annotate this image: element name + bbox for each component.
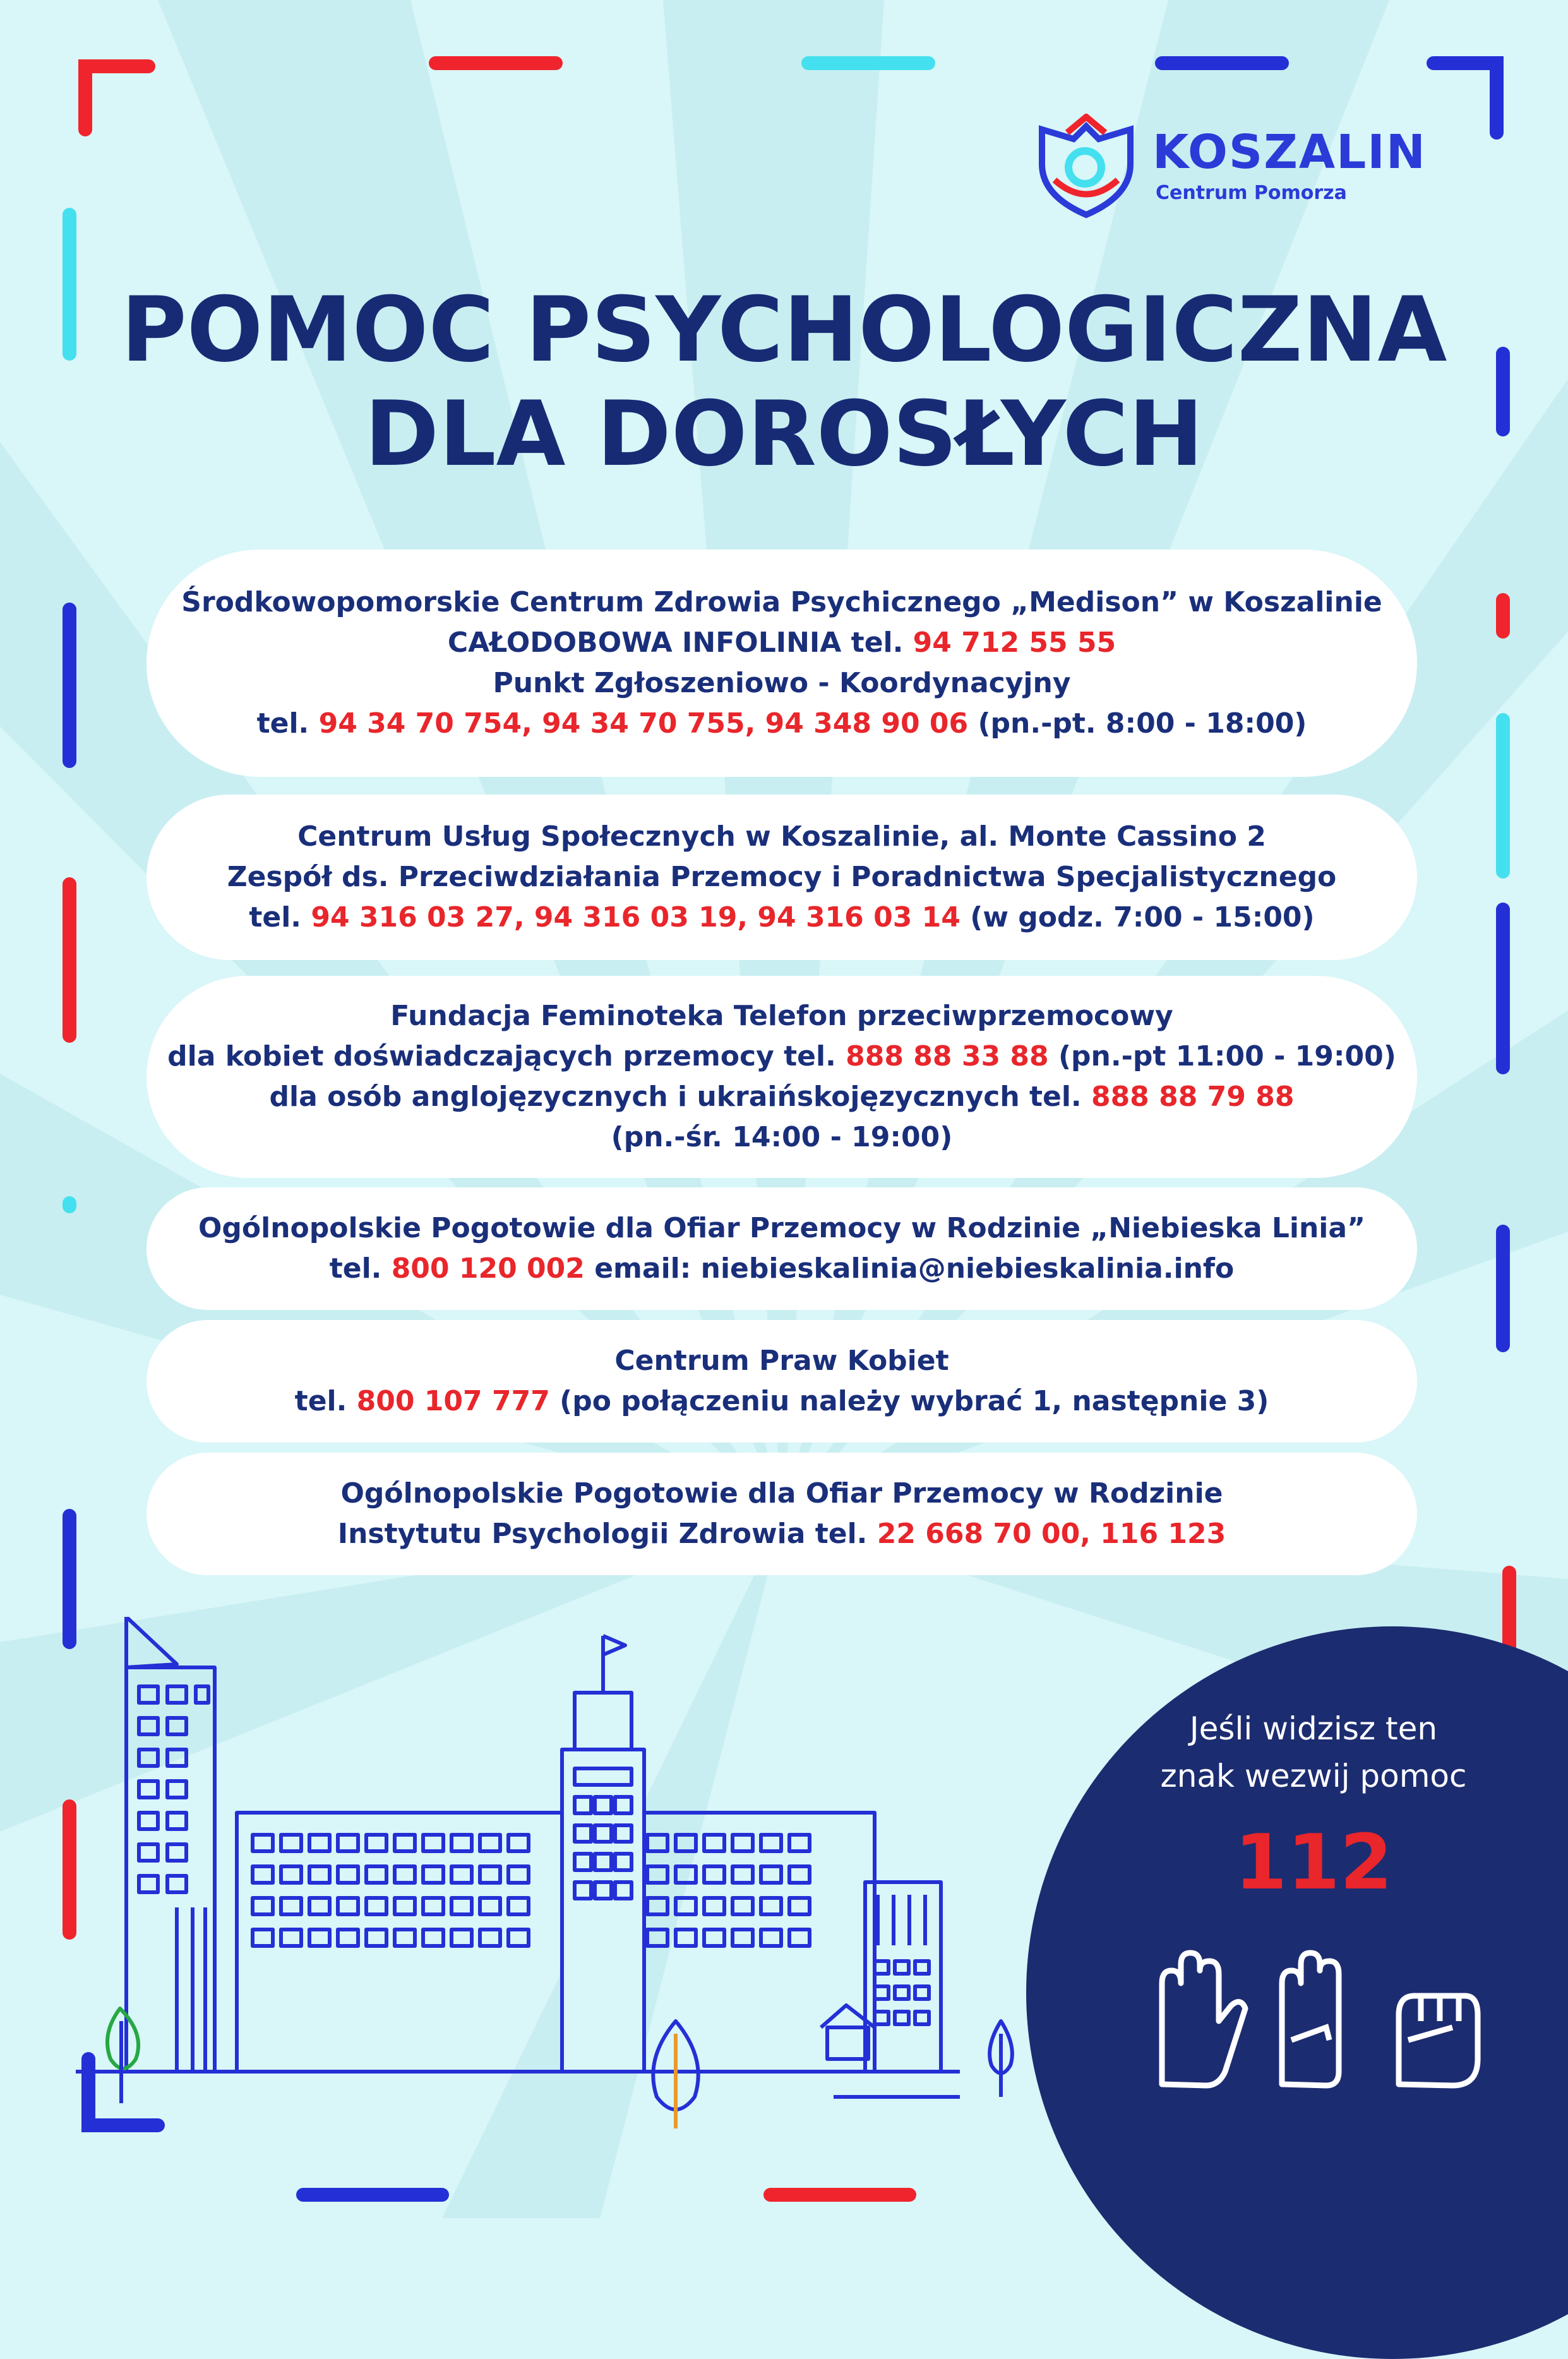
- phone-number[interactable]: 888 88 79 88: [1091, 1081, 1295, 1113]
- card-line: [181, 582, 1382, 623]
- card-text: Ogólnopolskie Pogotowie dla Ofiar Przemocy w Rodzinie „Niebieska Linia”: [198, 1212, 1365, 1244]
- card-text: Punkt Zgłoszeniowo - Koordynacyjny: [493, 667, 1071, 699]
- card-line: [249, 897, 1314, 938]
- card-hours: (w godz. 7:00 - 15:00): [960, 901, 1315, 933]
- phone-number[interactable]: 800 107 777: [356, 1385, 550, 1417]
- card-text: CAŁODOBOWA INFOLINIA tel.: [447, 627, 913, 659]
- card-line: [227, 857, 1337, 897]
- open-hand-icon: [1137, 1945, 1250, 2097]
- koszalin-logo: [1029, 114, 1433, 221]
- phone-number[interactable]: 888 88 33 88: [846, 1040, 1049, 1072]
- emergency-text-line-1: Jeśli widzisz ten: [1189, 1710, 1438, 1747]
- card-text: Zespół ds. Przeciwdziałania Przemocy i Poradnictwa Specjalistycznego: [227, 861, 1337, 893]
- closed-fist-icon: [1377, 1945, 1490, 2097]
- card-note: (po połączeniu należy wybrać 1, następnie 3): [549, 1385, 1269, 1417]
- card-text: Fundacja Feminoteka Telefon przeciwprzemocowy: [390, 1000, 1173, 1032]
- card-line: [198, 1208, 1365, 1249]
- card-line: [448, 623, 1116, 663]
- card-text: tel.: [329, 1252, 392, 1285]
- logo-subtitle: Centrum Pomorza: [1156, 182, 1347, 204]
- card-line: [614, 1341, 949, 1381]
- phone-number[interactable]: 22 668 70 00, 116 123: [877, 1518, 1226, 1550]
- frame-corner-top-right: [1433, 63, 1497, 133]
- page-title-line-1: POMOC PSYCHOLOGICZNA: [121, 278, 1447, 382]
- card-text: tel.: [249, 901, 311, 933]
- card-line: [390, 996, 1173, 1036]
- card-text: dla osób anglojęzycznych i ukraińskojęzycznych tel.: [269, 1081, 1091, 1113]
- card-line: [295, 1381, 1269, 1422]
- phone-number[interactable]: 94 34 70 754, 94 34 70 755, 94 348 90 06: [318, 707, 969, 740]
- card-line: [330, 1249, 1235, 1289]
- contact-card-ipz: [147, 1453, 1417, 1575]
- page-title-line-2: DLA DOROSŁYCH: [364, 382, 1204, 486]
- card-line: [341, 1474, 1223, 1514]
- card-hours: (pn.-pt. 8:00 - 18:00): [968, 707, 1307, 740]
- phone-number[interactable]: 94 316 03 27, 94 316 03 19, 94 316 03 14: [311, 901, 961, 933]
- emergency-number[interactable]: 112: [1234, 1819, 1393, 1907]
- card-line: [611, 1117, 953, 1158]
- phone-number[interactable]: 94 712 55 55: [913, 627, 1116, 659]
- logo-name: KOSZALIN: [1152, 125, 1427, 179]
- card-line: [270, 1077, 1295, 1117]
- frame-corner-top-left: [85, 66, 148, 129]
- contact-card-feminoteka: [147, 976, 1417, 1178]
- emergency-text-line-2: znak wezwij pomoc: [1160, 1758, 1467, 1794]
- card-line: [297, 817, 1266, 857]
- card-line: [167, 1036, 1396, 1077]
- contact-card-medison: [147, 549, 1417, 777]
- city-buildings-illustration: [76, 1617, 1061, 2135]
- card-text: Środkowopomorskie Centrum Zdrowia Psychicznego „Medison” w Koszalinie: [181, 586, 1382, 618]
- card-text: Instytutu Psychologii Zdrowia tel.: [337, 1518, 877, 1550]
- contact-card-niebieska-linia: [147, 1187, 1417, 1310]
- email-link[interactable]: email: niebieskalinia@niebieskalinia.info: [584, 1252, 1235, 1285]
- card-hours: (pn.-pt 11:00 - 19:00): [1048, 1040, 1396, 1072]
- card-text: tel.: [256, 707, 319, 740]
- contact-card-centrum-praw-kobiet: [147, 1320, 1417, 1443]
- card-text: Centrum Praw Kobiet: [614, 1345, 949, 1377]
- card-text: dla kobiet doświadczających przemocy tel.: [167, 1040, 846, 1072]
- contact-card-cus: [147, 795, 1417, 960]
- card-line: [493, 663, 1070, 704]
- thumb-tucked-hand-icon: [1257, 1945, 1370, 2097]
- card-text: tel.: [294, 1385, 357, 1417]
- phone-number[interactable]: 800 120 002: [391, 1252, 585, 1285]
- koszalin-heart-shield-icon: [1029, 114, 1143, 221]
- card-line: [257, 704, 1307, 744]
- card-text: Ogólnopolskie Pogotowie dla Ofiar Przemocy w Rodzinie: [340, 1477, 1223, 1510]
- card-line: [338, 1514, 1226, 1554]
- card-hours: (pn.-śr. 14:00 - 19:00): [611, 1121, 953, 1153]
- card-text: Centrum Usług Społecznych w Koszalinie, al. Monte Cassino 2: [297, 820, 1266, 853]
